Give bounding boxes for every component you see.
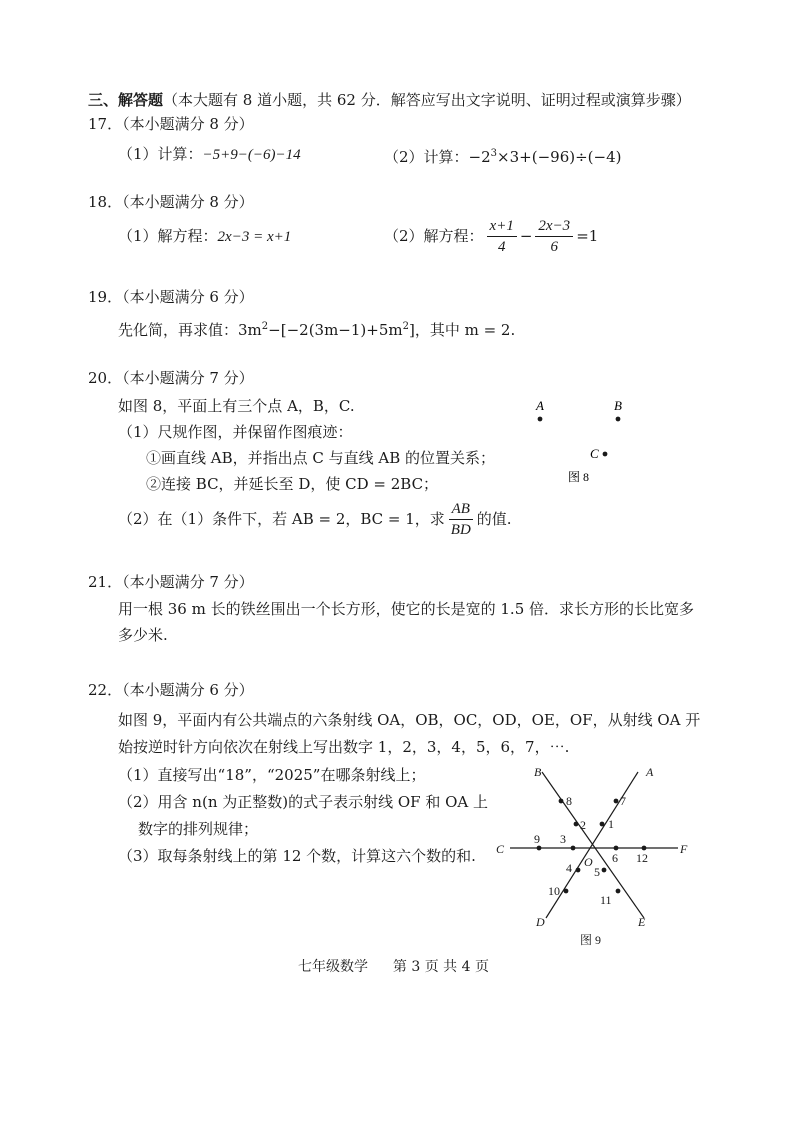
q22-line2: 始按逆时针方向依次在射线上写出数字 1，2，3，4，5，6，7，⋯. bbox=[118, 738, 570, 756]
fig9-point-5 bbox=[602, 868, 607, 873]
q19-score: （本小题满分 6 分） bbox=[122, 288, 254, 306]
q18-frac1-denominator: 4 bbox=[497, 238, 506, 255]
fig8-caption: 图 8 bbox=[568, 470, 590, 484]
q20-line3: ①画直线 AB，并指出点 C 与直线 AB 的位置关系； bbox=[146, 449, 496, 467]
fig9-number-4: 4 bbox=[566, 861, 572, 875]
q17-p1-expr: −5+9−(−6)−14 bbox=[202, 147, 301, 163]
q20-line5-a: （2）在（1）条件下，若 AB = 2，BC = 1，求 bbox=[118, 510, 445, 528]
q22-line1: 如图 9，平面内有公共端点的六条射线 OA，OB，OC，OD，OE，OF，从射线 OA 开 bbox=[118, 711, 701, 729]
fig9-label-d: D bbox=[536, 915, 545, 929]
fig9-point-8 bbox=[559, 799, 564, 804]
q22-part2a: （2）用含 n(n 为正整数)的式子表示射线 OF 和 OA 上 bbox=[118, 793, 489, 811]
fig9-number-11: 11 bbox=[600, 893, 612, 907]
q20-fraction bbox=[448, 499, 474, 540]
page-footer bbox=[298, 958, 489, 977]
fig9-label-b: B bbox=[534, 765, 542, 779]
q22-header bbox=[88, 680, 254, 700]
fig9-caption: 图 9 bbox=[580, 933, 602, 947]
q17-p2-expr-a: −2 bbox=[468, 148, 491, 166]
q17-header bbox=[88, 114, 254, 134]
q17-number: 17． bbox=[88, 115, 123, 133]
fig9-label-f: F bbox=[680, 842, 688, 856]
q19-text-a: 先化简，再求值：3m bbox=[118, 321, 262, 339]
fig9-point-11 bbox=[616, 889, 621, 894]
q17-p1-label: （1）计算： bbox=[118, 145, 203, 163]
q20-frac-denominator: BD bbox=[450, 521, 471, 538]
fig8-point-c bbox=[603, 452, 608, 457]
q20-line2: （1）尺规作图，并保留作图痕迹： bbox=[118, 423, 353, 441]
footer-page-number: 第 3 页 共 4 页 bbox=[392, 959, 489, 975]
q18-p2-label: （2）解方程： bbox=[384, 227, 484, 245]
fig9-number-6: 6 bbox=[612, 851, 618, 865]
q17-part1 bbox=[118, 144, 301, 165]
fig9-point-4 bbox=[576, 868, 581, 873]
fig9-point-12 bbox=[642, 846, 647, 851]
q18-part2 bbox=[384, 214, 598, 258]
q20-number: 20． bbox=[88, 369, 123, 387]
fig9-number-1: 1 bbox=[608, 817, 614, 831]
q18-minus: − bbox=[519, 227, 533, 245]
q21-line2: 多少米. bbox=[118, 626, 168, 644]
q18-fraction-2 bbox=[535, 216, 573, 257]
q20-header bbox=[88, 368, 254, 388]
q18-p1-expr: 2x−3 = x+1 bbox=[217, 229, 292, 245]
fig8-point-b bbox=[616, 417, 621, 422]
fig9-number-5: 5 bbox=[594, 865, 600, 879]
q18-header bbox=[88, 192, 254, 212]
fig9-point-10 bbox=[564, 889, 569, 894]
fig9-point-7 bbox=[614, 799, 619, 804]
q21-number: 21． bbox=[88, 573, 123, 591]
section-desc: （本大题有 8 道小题，共 62 分．解答应写出文字说明、证明过程或演算步骤） bbox=[163, 91, 691, 109]
q18-frac2-denominator: 6 bbox=[550, 238, 559, 255]
fig9-number-9: 9 bbox=[534, 832, 540, 846]
fig9-label-a: A bbox=[646, 765, 654, 779]
fig9-number-3: 3 bbox=[560, 832, 566, 846]
q17-p2-expr-b: ×3+(−96)÷(−4) bbox=[497, 148, 622, 166]
figure-8 bbox=[520, 392, 640, 492]
fig9-number-8: 8 bbox=[566, 794, 572, 808]
fig9-number-10: 10 bbox=[548, 884, 560, 898]
fig8-label-c: C bbox=[590, 446, 599, 461]
section-title: 三、解答题 bbox=[88, 91, 164, 109]
q20-line5 bbox=[118, 497, 512, 541]
fig8-label-a: A bbox=[536, 398, 544, 413]
fig9-number-2: 2 bbox=[580, 818, 586, 832]
fig9-label-e: E bbox=[638, 915, 646, 929]
q19-header bbox=[88, 287, 254, 307]
fig9-number-12: 12 bbox=[636, 851, 648, 865]
q18-number: 18． bbox=[88, 193, 123, 211]
q17-p2-label: （2）计算： bbox=[384, 148, 469, 166]
q18-part1 bbox=[118, 226, 291, 247]
fig9-point-2 bbox=[574, 822, 579, 827]
q19-exponent-1: 2 bbox=[261, 321, 269, 332]
q17-part2 bbox=[384, 144, 621, 167]
q18-frac2-numerator: 2x−3 bbox=[535, 216, 573, 237]
footer-subject: 七年级数学 bbox=[298, 959, 368, 975]
q20-frac-numerator: AB bbox=[449, 499, 473, 520]
fig9-point-3 bbox=[571, 846, 576, 851]
fig9-point-9 bbox=[537, 846, 542, 851]
q22-part2b: 数字的排列规律； bbox=[138, 820, 259, 838]
q19-text-b: −[−2(3m−1)+5m bbox=[268, 321, 403, 339]
fig8-point-a bbox=[538, 417, 543, 422]
q17-score: （本小题满分 8 分） bbox=[122, 115, 254, 133]
fig9-point-1 bbox=[600, 822, 605, 827]
q20-score: （本小题满分 7 分） bbox=[122, 369, 254, 387]
q22-score: （本小题满分 6 分） bbox=[122, 681, 254, 699]
q22-part1: （1）直接写出“18”，“2025”在哪条射线上； bbox=[118, 766, 426, 784]
q18-frac1-numerator: x+1 bbox=[487, 216, 517, 237]
fig8-label-b: B bbox=[614, 398, 622, 413]
q17-p2-exponent: 3 bbox=[490, 148, 498, 159]
q20-line5-b: 的值. bbox=[476, 510, 512, 528]
fig9-number-7: 7 bbox=[620, 794, 626, 808]
q19-text-c: ]，其中 m = 2. bbox=[408, 321, 516, 339]
q21-line1: 用一根 36 m 长的铁丝围出一个长方形，使它的长是宽的 1.5 倍．求长方形的长比宽多 bbox=[118, 600, 695, 618]
figure-9 bbox=[488, 758, 700, 954]
q22-number: 22． bbox=[88, 681, 123, 699]
q20-line4: ②连接 BC，并延长至 D，使 CD = 2BC； bbox=[146, 475, 439, 493]
q19-number: 19． bbox=[88, 288, 123, 306]
q20-line1: 如图 8，平面上有三个点 A，B，C. bbox=[118, 397, 355, 415]
q19-exponent-2: 2 bbox=[402, 321, 409, 332]
q21-score: （本小题满分 7 分） bbox=[122, 573, 254, 591]
q18-p1-label: （1）解方程： bbox=[118, 227, 218, 245]
section-header bbox=[88, 90, 691, 110]
fig9-origin-label: O bbox=[584, 855, 593, 869]
q18-score: （本小题满分 8 分） bbox=[122, 193, 254, 211]
fig9-label-c: C bbox=[496, 842, 505, 856]
q18-rhs: =1 bbox=[576, 227, 599, 245]
fig9-point-6 bbox=[614, 846, 619, 851]
q18-fraction-1 bbox=[487, 216, 517, 257]
q21-header bbox=[88, 572, 254, 592]
q19-body bbox=[118, 317, 515, 340]
q22-part3: （3）取每条射线上的第 12 个数，计算这六个数的和. bbox=[118, 847, 476, 865]
